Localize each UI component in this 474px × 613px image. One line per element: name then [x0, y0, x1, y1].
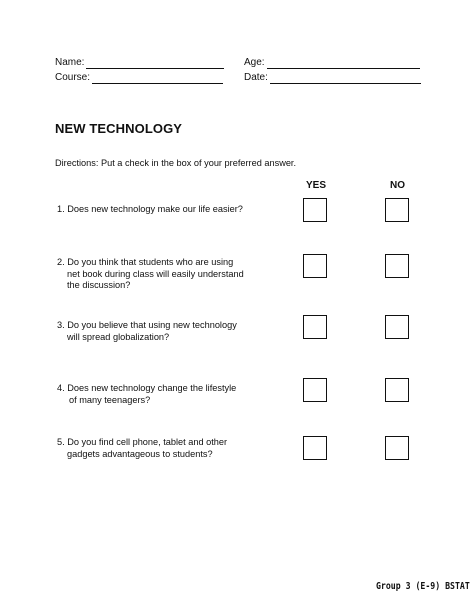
question-3 [57, 320, 277, 343]
question-line: gadgets advantageous to students? [67, 448, 213, 459]
age-field [244, 57, 420, 69]
age-blank-line[interactable] [267, 58, 420, 69]
group-footer-label: Group 3 (E-9) BSTAT [376, 581, 470, 592]
question-5-yes-checkbox[interactable] [303, 436, 327, 460]
question-line: will spread globalization? [67, 331, 170, 342]
question-2-yes-checkbox[interactable] [303, 254, 327, 278]
question-line: net book during class will easily understand [67, 268, 244, 279]
question-1 [57, 204, 277, 216]
course-field [55, 72, 223, 84]
question-5-no-checkbox[interactable] [385, 436, 409, 460]
name-label: Name: [55, 57, 85, 68]
no-column-header: NO [390, 180, 405, 191]
question-3-yes-checkbox[interactable] [303, 315, 327, 339]
question-4-yes-checkbox[interactable] [303, 378, 327, 402]
question-line: 3. Do you believe that using new technology [57, 320, 237, 330]
question-4 [57, 383, 277, 406]
directions-text: Directions: Put a check in the box of your preferred answer. [55, 158, 297, 168]
question-2-no-checkbox[interactable] [385, 254, 409, 278]
question-line: 2. Do you think that students who are using [57, 257, 234, 267]
question-5 [57, 437, 277, 460]
question-2 [57, 257, 277, 292]
date-field [244, 72, 421, 84]
age-label: Age: [244, 57, 265, 68]
name-blank-line[interactable] [86, 58, 224, 69]
question-line: 4. Does new technology change the lifestyle [57, 383, 237, 393]
course-label: Course: [55, 72, 91, 83]
question-line: of many teenagers? [69, 394, 151, 405]
date-label: Date: [244, 72, 268, 83]
question-4-no-checkbox[interactable] [385, 378, 409, 402]
course-blank-line[interactable] [92, 73, 223, 84]
page-title: NEW TECHNOLOGY [55, 121, 183, 136]
question-1-no-checkbox[interactable] [385, 198, 409, 222]
question-1-yes-checkbox[interactable] [303, 198, 327, 222]
yes-column-header: YES [306, 180, 327, 191]
question-3-no-checkbox[interactable] [385, 315, 409, 339]
question-line: 1. Does new technology make our life easier? [57, 204, 243, 214]
name-field [55, 57, 224, 69]
question-line: 5. Do you find cell phone, tablet and other [57, 437, 228, 447]
date-blank-line[interactable] [270, 73, 421, 84]
question-line: the discussion? [67, 280, 131, 290]
